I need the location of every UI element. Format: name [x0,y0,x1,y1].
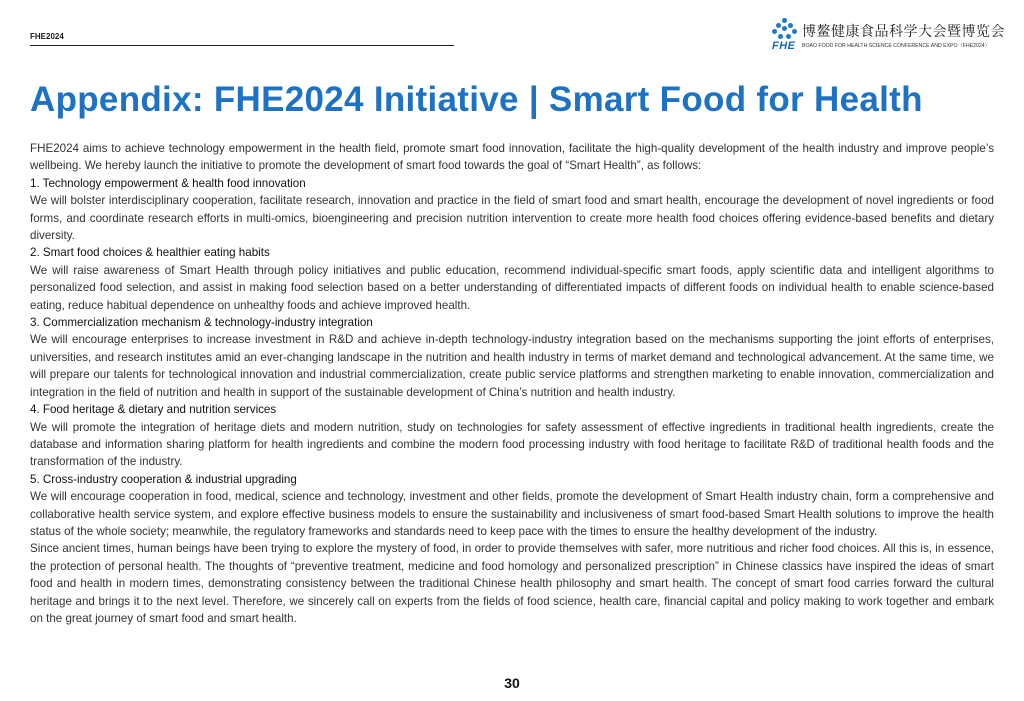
section-body-3: We will encourage enterprises to increase investment in R&D and achieve in-depth technology-industry integration based on the mechanisms supporting the joint efforts of enterprises, universities, and research institutes amid an ever-changing landscape in the nutrition and health industry in terms of market demand and technological advancement. At the same time, we will prepare our talents for technological innovation and industrial commercialization, create public service platforms and strengthen marketing to enable innovation, commercialization and integration in the field of nutrition and health in support of the sustainable development of China’s nutrition and health industry. [30,333,994,399]
logo-mark-icon [772,18,798,42]
header-tag: FHE2024 [30,32,64,41]
section-body-5: We will encourage cooperation in food, medical, science and technology, investment and other fields, promote the development of Smart Health industry chain, form a comprehensive and collaborative health service system, and explore effective business models to ensure the sustainability and inclusiveness of smart food-based Smart Health solutions to improve the health status of the whole society; meanwhile, the regulatory frameworks and standards need to keep pace with the times to ensure the healthy development of the industry. [30,490,994,538]
section-heading-3: 3. Commercialization mechanism & technology-industry integration [30,316,373,330]
closing-paragraph: Since ancient times, human beings have been trying to explore the mystery of food, in order to provide themselves with safer, more nutritious and richer food choices. All this is, in essence, the protection of personal health. The thoughts of “preventive treatment, medicine and food homology and personalized prescription” in Chinese classics have inspired the ideas of smart food and health in modern times, demonstrating consistency between the traditional Chinese health philosophy and smart health. The concept of smart food carries forward the cultural heritage and brings it to the next level. Therefore, we sincerely call on experts from the fields of food science, health care, financial capital and policy making to work together and embark on the great journey of smart food and smart health. [30,542,994,625]
section-heading-5: 5. Cross-industry cooperation & industrial upgrading [30,472,297,486]
logo-fhe-text: FHE [772,40,796,52]
initiative-content [30,140,994,627]
section-body-4: We will promote the integration of heritage diets and modern nutrition, study on technologies for safety assessment of effective ingredients in traditional health ingredients, create the database and information sharing platform for health ingredients and combine the modern food processing industry with food heritage to facilitate R&D of traditional health foods and the transformation of the industry. [30,420,994,469]
section-heading-2: 2. Smart food choices & healthier eating habits [30,246,270,260]
logo-english-name: BOAO FOOD FOR HEALTH SCIENCE CONFERENCE AND EXPO（FHE2024） [802,43,990,49]
section-heading-4: 4. Food heritage & dietary and nutrition services [30,403,277,417]
conference-logo [772,18,1005,54]
logo-chinese-name: 博鳌健康食品科学大会暨博览会 [802,23,1005,39]
section-heading-1: 1. Technology empowerment & health food innovation [30,176,306,190]
section-body-1: We will bolster interdisciplinary cooperation, facilitate research, innovation and practice in the field of smart food and smart health, encourage the development of novel ingredients or food forms, and coordinate research efforts in multi-omics, bioengineering and precision nutrition intervention to create more health food choices offering evidence-based benefits and dietary diversity. [30,194,994,243]
page-number: 30 [504,675,520,691]
intro-paragraph: FHE2024 aims to achieve technology empowerment in the health field, promote smart food innovation, facilitate the high-quality development of the health industry and improve people’s wellbeing. We hereby launch the initiative to promote the development of smart food towards the goal of “Smart Health”, as follows: [30,142,994,173]
header-rule [30,45,454,46]
section-body-2: We will raise awareness of Smart Health through policy initiatives and public education, recommend individual-specific smart foods, apply scientific data and intelligent algorithms to personalized food selection, and assist in making food selection based on a better understanding of differentiated impacts of different foods on individual health to enable science-based eating, reduce habitual dependence on unhealthy foods and achieve improved health. [30,263,994,312]
page-title: Appendix: FHE2024 Initiative | Smart Food for Health [30,80,923,119]
